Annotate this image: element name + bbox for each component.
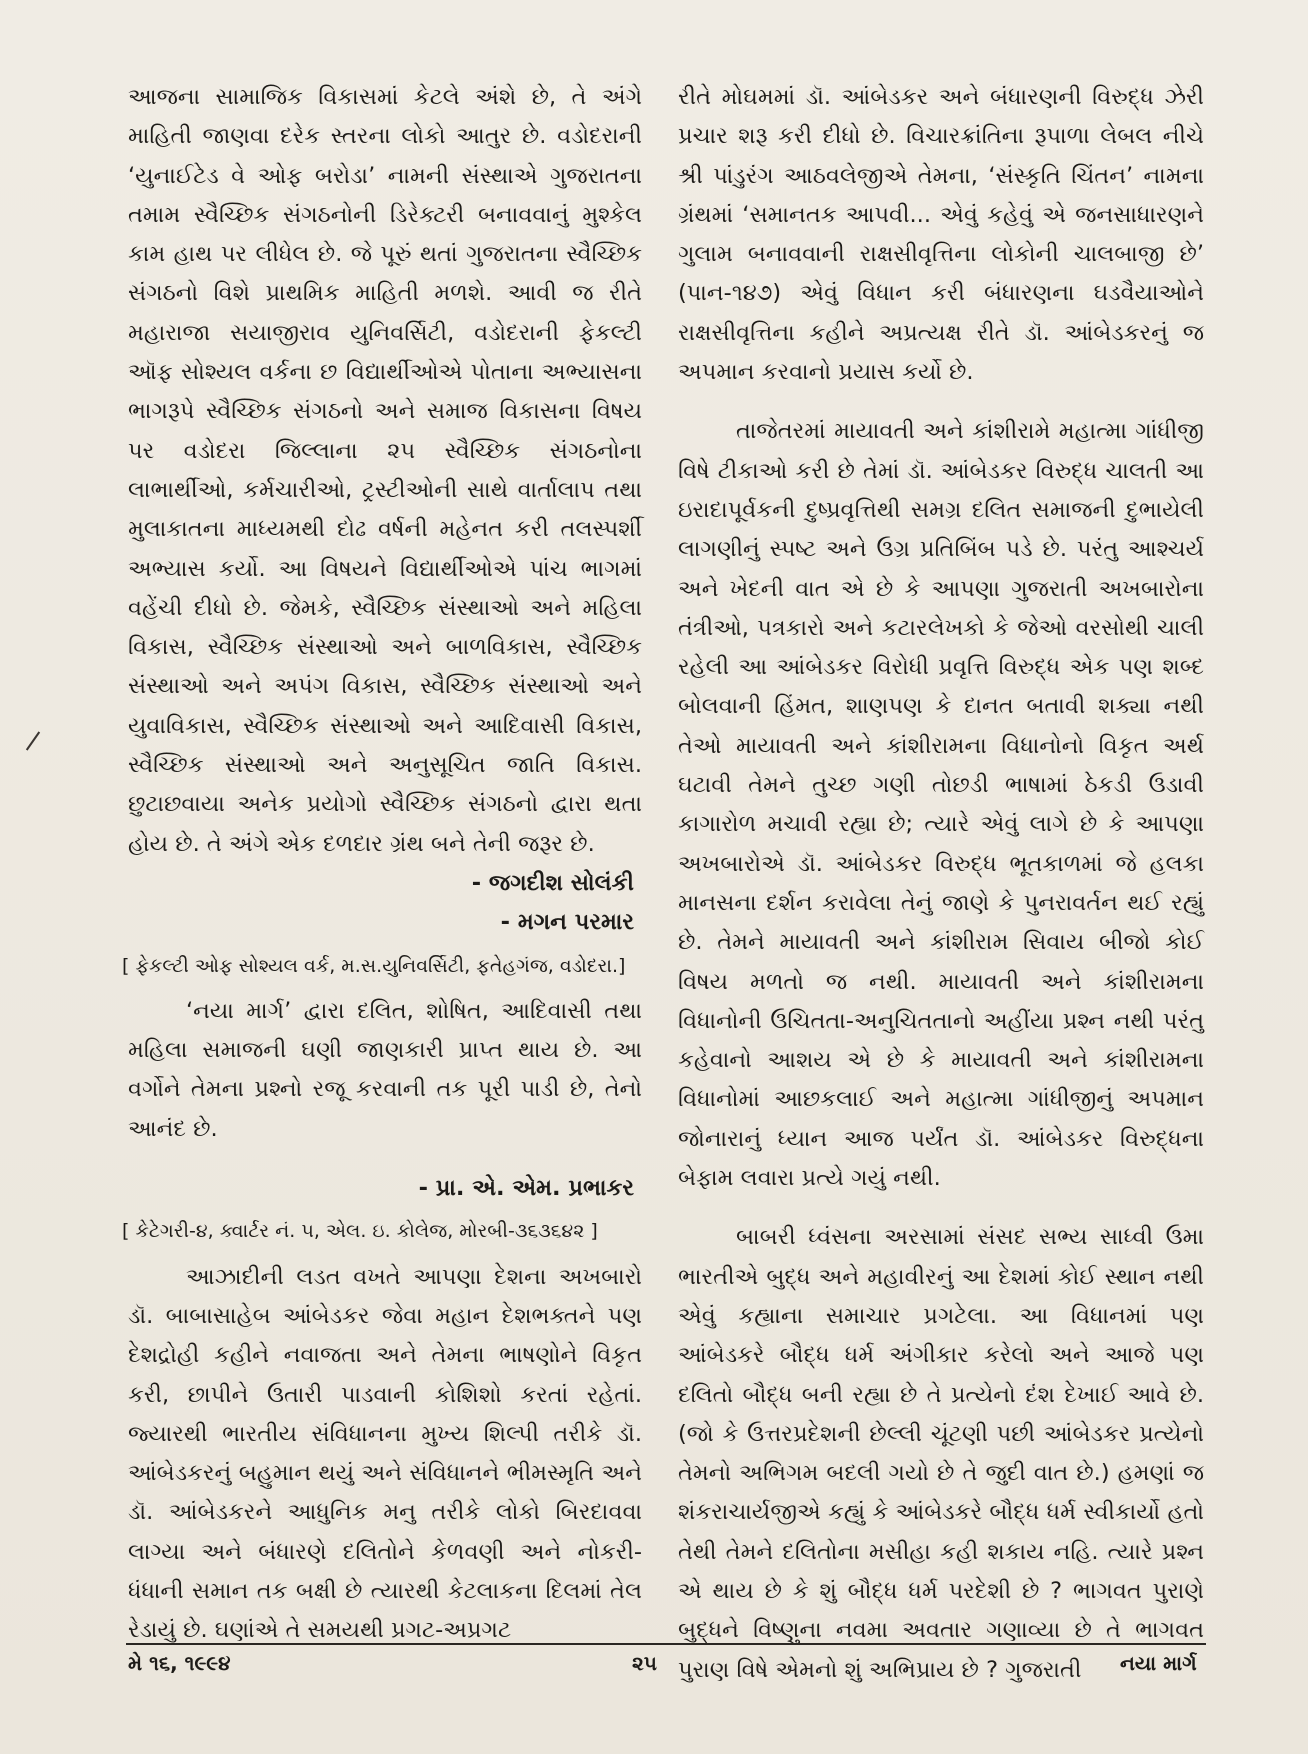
left-column (122, 78, 642, 1651)
paragraph: આજના સામાજિક વિકાસમાં કેટલે અંશે છે, તે અંગે માહિતી જાણવા દરેક સ્તરના લોકો આતુર છે. વડોદરાની ‘યુનાઈટેડ વે ઓફ બરોડા’ નામની સંસ્થાએ ગુજરાતના તમામ સ્વૈચ્છિક સંગઠનોની ડિરેક્ટરી બનાવવાનું મુશ્કેલ કામ હાથ પર લીધેલ છે. જે પૂરું થતાં ગુજરાતના સ્વૈચ્છિક સંગઠનો વિશે પ્રાથમિક માહિતી મળશે. આવી જ રીતે મહારાજા સયાજીરાવ યુનિવર્સિટી, વડોદરાની ફેકલ્ટી ઑફ સોશ્યલ વર્કના છ વિદ્યાર્થીઓએ પોતાના અભ્યાસના ભાગરૂપે સ્વૈચ્છિક સંગઠનો અને સમાજ વિકાસના વિષય પર વડોદરા જિલ્લાના ૨૫ સ્વૈચ્છિક સંગઠનોના લાભાર્થીઓ, કર્મચારીઓ, ટ્રસ્ટીઓની સાથે વાર્તાલાપ તથા મુલાકાતના માધ્યમથી દોઢ વર્ષની મહેનત કરી તલસ્પર્શી અભ્યાસ કર્યો. આ વિષયને વિદ્યાર્થીઓએ પાંચ ભાગમાં વહેંચી દીધો છે. જેમકે, સ્વૈચ્છિક સંસ્થાઓ અને મહિલા વિકાસ, સ્વૈચ્છિક સંસ્થાઓ અને બાળવિકાસ, સ્વૈચ્છિક સંસ્થાઓ અને અપંગ વિકાસ, સ્વૈચ્છિક સંસ્થાઓ અને યુવાવિકાસ, સ્વૈચ્છિક સંસ્થાઓ અને આદિવાસી વિકાસ, સ્વૈચ્છિક સંસ્થાઓ અને અનુસૂચિત જાતિ વિકાસ. છુટાછવાયા અનેક પ્રયોગો સ્વૈચ્છિક સંગઠનો દ્વારા થતા હોય છે. તે અંગે એક દળદાર ગ્રંથ બને તેની જરૂર છે. (128, 84, 642, 857)
page-number: ૨૫ (632, 1651, 657, 1675)
paragraph: રીતે મોઘમમાં ડૉ. આંબેડકર અને બંધારણની વિરુદ્ધ ઝેરી પ્રચાર શરૂ કરી દીધો છે. વિચારક્રાંતિના રૂપાળા લેબલ નીચે શ્રી પાંડુરંગ આઠવલેજીએ તેમના, ‘સંસ્કૃતિ ચિંતન’ નામના ગ્રંથમાં ‘સમાનતક આપવી... એવું કહેવું એ જનસાધારણને ગુલામ બનાવવાની રાક્ષસીવૃત્તિના લોકોની ચાલબાજી છે’ (પાન-૧૪૭) એવું વિધાન કરી બંધારણના ઘડવૈયાઓને રાક્ષસીવૃત્તિના કહીને અપ્રત્યક્ષ રીતે ડૉ. આંબેડકરનું જ અપમાન કરવાનો પ્રયાસ કર્યો છે. (678, 84, 1204, 386)
issue-date: મે ૧૬, ૧૯૯૪ (128, 1651, 231, 1675)
paragraph: બાબરી ધ્વંસના અરસામાં સંસદ સભ્ય સાધ્વી ઉમા ભારતીએ બુદ્ધ અને મહાવીરનું આ દેશમાં કોઈ સ્થાન નથી એવું કહ્યાના સમાચાર પ્રગટેલા. આ વિધાનમાં પણ આંબેડકરે બૌદ્ધ ધર્મ અંગીકાર કરેલો અને આજે પણ દલિતો બૌદ્ધ બની રહ્યા છે તે પ્રત્યેનો દંશ દેખાઈ આવે છે. (જો કે ઉત્તરપ્રદેશની છેલ્લી ચૂંટણી પછી આંબેડકર પ્રત્યેનો તેમનો અભિગમ બદલી ગયો છે તે જુદી વાત છે.) હમણાં જ શંકરાચાર્યજીએ કહ્યું કે આંબેડકરે બૌદ્ધ ધર્મ સ્વીકાર્યો હતો તેથી તેમને દલિતોના મસીહા કહી શકાય નહિ. ત્યારે પ્રશ્ન એ થાય છે કે શું બૌદ્ધ ધર્મ પરદેશી છે ? ભાગવત પુરાણે બુદ્ધને વિષ્ણુના નવમા અવતાર ગણાવ્યા છે તે ભાગવત પુરાણ વિષે એમનો શું અભિપ્રાય છે ? ગુજરાતી (678, 1224, 1204, 1683)
signature: - જગદીશ સોલંકી (471, 869, 634, 896)
author-address: [ ફેકલ્ટી ઓફ સોશ્યલ વર્ક, મ.સ.યુનિવર્સિટી, ફતેહગંજ, વડોદરા.] (122, 954, 626, 977)
magazine-name: નયા માર્ગ (1120, 1651, 1197, 1675)
author-address: [ કેટેગરી-૪, ક્વાર્ટર નં. ૫, એલ. ઇ. કોલેજ, મોરબી-૩૬૩૬૪૨ ] (122, 1220, 598, 1243)
pen-mark (26, 731, 40, 750)
paragraph: તાજેતરમાં માયાવતી અને કાંશીરામે મહાત્મા ગાંધીજી વિષે ટીકાઓ કરી છે તેમાં ડૉ. આંબેડકર વિરુદ્ધ ચાલતી આ ઇરાદાપૂર્વકની દુષ્પ્રવૃત્તિથી સમગ્ર દલિત સમાજની દુભાયેલી લાગણીનું સ્પષ્ટ અને ઉગ્ર પ્રતિબિંબ પડે છે. પરંતુ આશ્ચર્ય અને ખેદની વાત એ છે કે આપણા ગુજરાતી અખબારોના તંત્રીઓ, પત્રકારો અને કટારલેખકો કે જેઓ વરસોથી ચાલી રહેલી આ આંબેડકર વિરોધી પ્રવૃત્તિ વિરુદ્ધ એક પણ શબ્દ બોલવાની હિંમત, શાણપણ કે દાનત બતાવી શક્યા નથી તેઓ માયાવતી અને કાંશીરામના વિધાનોનો વિકૃત અર્થ ઘટાવી તેમને તુચ્છ ગણી તોછડી ભાષામાં ઠેકડી ઉડાવી કાગારોળ મચાવી રહ્યા છે; ત્યારે એવું લાગે છે કે આપણા અખબારોએ ડૉ. આંબેડકર વિરુદ્ધ ભૂતકાળમાં જે હલકા માનસના દર્શન કરાવેલા તેનું જાણે કે પુનરાવર્તન થઈ રહ્યું છે. તેમને માયાવતી અને કાંશીરામ સિવાય બીજો કોઈ વિષય મળતો જ નથી. માયાવતી અને કાંશીરામના વિધાનોની ઉચિતતા-અનુચિતતાનો અહીંયા પ્રશ્ન નથી પરંતુ કહેવાનો આશય એ છે કે માયાવતી અને કાંશીરામના વિધાનોમાં આછકલાઈ અને મહાત્મા ગાંધીજીનું અપમાન જોનારાનું ધ્યાન આજ પર્યંત ડૉ. આંબેડકર વિરુદ્ધના બેફામ લવારા પ્રત્યે ગયું નથી. (678, 418, 1204, 1192)
signature: - મગન પરમાર (500, 909, 634, 936)
paragraph: આઝાદીની લડત વખતે આપણા દેશના અખબારો ડૉ. બાબાસાહેબ આંબેડકર જેવા મહાન દેશભક્તને પણ દેશદ્રોહી કહીને નવાજતા અને તેમના ભાષણોને વિકૃત કરી, છાપીને ઉતારી પાડવાની કોશિશો કરતાં રહેતાં. જ્યારથી ભારતીય સંવિધાનના મુખ્ય શિલ્પી તરીકે ડૉ. આંબેડકરનું બહુમાન થયું અને સંવિધાનને ભીમસ્મૃતિ અને ડૉ. આંબેડકરને આધુનિક મનુ તરીકે લોકો બિરદાવવા લાગ્યા અને બંધારણે દલિતોને કેળવણી અને નોકરી-ધંધાની સમાન તક બક્ષી છે ત્યારથી કેટલાકના દિલમાં તેલ રેડાયું છે. ઘણાંએ તે સમયથી પ્રગટ-અપ્રગટ (128, 1263, 642, 1644)
right-column (678, 78, 1204, 1690)
paragraph: ‘નયા માર્ગ’ દ્વારા દલિત, શોષિત, આદિવાસી તથા મહિલા સમાજની ઘણી જાણકારી પ્રાપ્ત થાય છે. આ વર્ગોને તેમના પ્રશ્નો રજૂ કરવાની તક પૂરી પાડી છે, તેનો આનંદ છે. (128, 997, 642, 1142)
footer-rule (126, 1643, 1206, 1645)
signature: - પ્રા. એ. એમ. પ્રભાકર (418, 1175, 634, 1202)
